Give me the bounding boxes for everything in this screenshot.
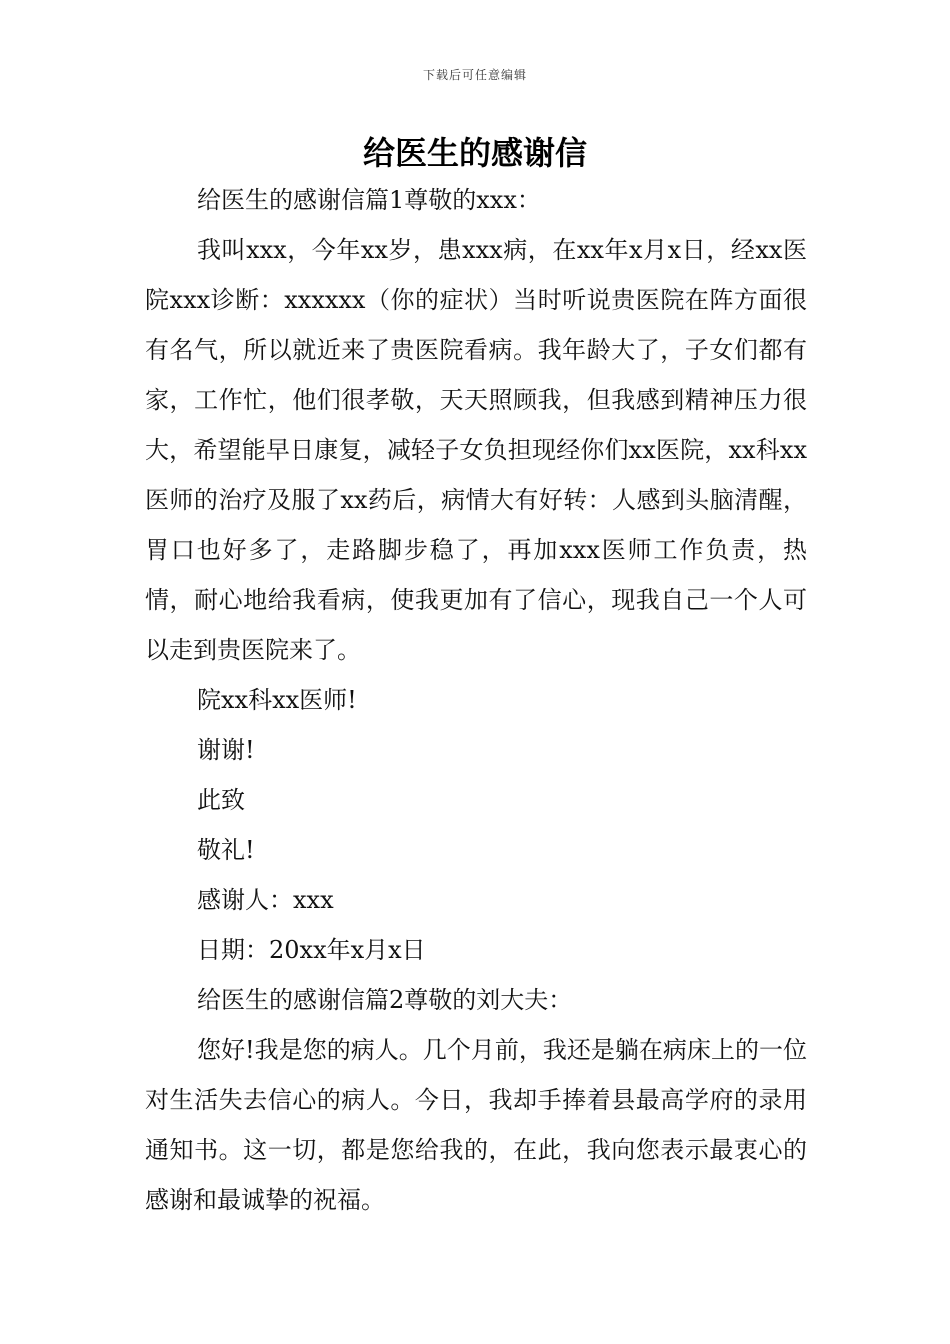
paragraph-letter1-signer: 感谢人：xxx [197, 886, 334, 914]
paragraph-letter1-greeting: 给医生的感谢信篇1尊敬的xxx： [197, 186, 541, 214]
paragraph-letter2-greeting: 给医生的感谢信篇2尊敬的刘大夫： [197, 986, 573, 1014]
document-body [145, 175, 807, 1225]
paragraph-letter1-closing: 此致 [197, 786, 245, 814]
paragraph-letter2-main: 您好!我是您的病人。几个月前，我还是躺在病床上的一位对生活失去信心的病人。今日，我却手捧着县最高学府的录用通知书。这一切，都是您给我的，在此，我向您表示最衷心的感谢和最诚挚的祝福。 [145, 1036, 807, 1214]
document-title: 给医生的感谢信 [362, 134, 587, 172]
paragraph-letter1-date: 日期：20xx年x月x日 [197, 936, 426, 964]
paragraph-letter1-salute: 敬礼! [197, 836, 255, 864]
paragraph-letter1-addressee: 院xx科xx医师! [197, 686, 357, 714]
paragraph-letter1-thanks: 谢谢! [197, 736, 255, 764]
header-note: 下载后可任意编辑 [422, 68, 527, 82]
paragraph-letter1-main: 我叫xxx，今年xx岁，患xxx病，在xx年x月x日，经xx医院xxx诊断：xxxxxx（你的症状）当时听说贵医院在阵方面很有名气，所以就近来了贵医院看病。我年龄大了，子女们都有家，工作忙，他们很孝敬，天天照顾我，但我感到精神压力很大，希望能早日康复，减轻子女负担现经你们xx医院，xx科xx医师的治疗及服了xx药后，病情大有好转：人感到头脑清醒，胃口也好多了，走路脚步稳了，再加xxx医师工作负责，热情，耐心地给我看病，使我更加有了信心，现我自己一个人可以走到贵医院来了。 [145, 236, 807, 664]
